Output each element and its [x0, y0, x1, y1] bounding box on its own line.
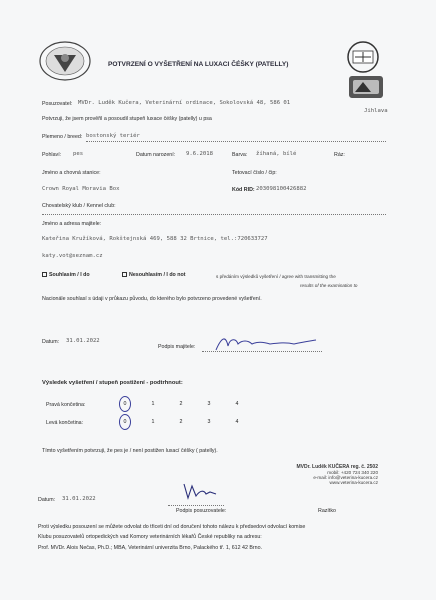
majitel-value: Kateřina Kružíková, Rokštejnská 469, 588 32 Brtnice, tel.:720633727: [42, 236, 268, 242]
agree-box[interactable]: [42, 272, 47, 277]
vet-stamp: [248, 464, 378, 500]
left-grade-2[interactable]: 2: [179, 419, 183, 425]
barva-label: Barva:: [232, 152, 248, 158]
kod-label: Kód RID:: [232, 187, 255, 193]
left-grade-3[interactable]: 3: [207, 419, 211, 425]
datum-label-2: Datum:: [38, 497, 56, 503]
pohlavi-value: pes: [73, 151, 84, 157]
fci-logo: [347, 74, 385, 100]
right-leg-label: Pravá končetina:: [46, 402, 86, 408]
left-grade-4[interactable]: 4: [235, 419, 239, 425]
disagree-checkbox[interactable]: [122, 272, 186, 278]
pohlavi-label: Pohlaví:: [42, 152, 62, 158]
jmeno-label: Jméno a chovná stanice:: [42, 170, 101, 176]
right-grade-2[interactable]: 2: [179, 401, 183, 407]
results-heading: Výsledek vyšetření / stupeň postižení - podtrhnout:: [42, 380, 183, 386]
datum-value-2: 31.01.2022: [62, 496, 96, 502]
posuzovatel-city: Jihlava: [364, 108, 388, 114]
email-value: katy.vot@seznam.cz: [42, 253, 103, 259]
plemeno-value: bostonský teriér: [86, 133, 140, 139]
footer-confirm-text: Tímto vyšetřením potvrzuji, že pes je / není postižen luxací čéšky ( patelly).: [42, 448, 218, 454]
stamp-name: MVDr. Luděk KUČERA reg. č. 2502: [296, 464, 378, 470]
stamp-email: e-mail: info@veterina-kucera.cz: [313, 475, 378, 480]
plemeno-label: Plemeno / breed:: [42, 134, 83, 140]
stamp-web: www.veterina-kucera.cz: [329, 480, 378, 485]
agree-label: Souhlasím / I do: [49, 272, 90, 278]
left-leg-label: Levá končetina:: [46, 420, 84, 426]
right-grade-1[interactable]: 1: [151, 401, 155, 407]
page-title: POTVRZENÍ O VYŠETŘENÍ NA LUXACI ČÉŠKY (PATELLY): [108, 61, 289, 68]
nationale-text: Nacionále souhlasí s údaji v průkazu původu, do kterého bylo potvrzeno provedené vyšetření.: [42, 296, 262, 302]
owner-signature: [212, 332, 322, 354]
tetovaci-label: Tetovací číslo / čip:: [232, 170, 277, 176]
posuzovatel-label: Posuzovatel:: [42, 101, 73, 107]
consent-text: s předáním výsledků vyšetření / agree with transmitting the: [216, 274, 336, 279]
disagree-box[interactable]: [122, 272, 127, 277]
right-grades: [120, 398, 250, 412]
left-grade-0[interactable]: 0: [123, 419, 127, 425]
disagree-label: Nesouhlasím / I do not: [129, 272, 186, 278]
consent-text-2: results of the examination to: [300, 283, 358, 288]
datum-label-1: Datum:: [42, 339, 60, 345]
narozeni-value: 9.6.2018: [186, 151, 213, 157]
cmku-logo: [345, 40, 381, 74]
posuzovatel-value: MVDr. Luděk Kučera, Veterinární ordinace, Sokolovská 48, 586 01: [78, 100, 291, 106]
barva-value: žíhaná, bílé: [256, 151, 297, 157]
kod-value: 203098100426882: [256, 186, 307, 192]
appeal-note-3: Prof. MVDr. Alois Nečas, Ph.D.; MBA, Veterinární univerzita Brno, Palackého tř. 1, 612 42 Brno.: [38, 545, 263, 551]
podpis-posuzovatele-label: Podpis posuzovatele:: [176, 508, 227, 514]
right-grade-3[interactable]: 3: [207, 401, 211, 407]
klub-label: Chovatelský klub / Kennel club:: [42, 203, 116, 209]
appeal-note-2: Klubu posuzovatelů ortopedických vad Komory veterinárních lékařů České republiky na adresu:: [38, 534, 262, 540]
left-grade-1[interactable]: 1: [151, 419, 155, 425]
left-grades: [120, 416, 250, 430]
left-selected-circle: [119, 414, 131, 430]
majitel-label: Jméno a adresa majitele:: [42, 221, 102, 227]
appeal-note-1: Proti výsledku posouzení se můžete odvolat do třiceti dní od doručení tohoto nálezu k předsedovi odvolací komise: [38, 524, 306, 530]
right-grade-4[interactable]: 4: [235, 401, 239, 407]
confirm-text: Potvrzuji, že jsem prověřil a posoudil stupeň luxace čéšky (patelly) u psa: [42, 116, 212, 122]
raz-label: Ráz:: [334, 152, 345, 158]
stamp-phone: mobil: +420 724 340 220: [327, 470, 378, 475]
vet-signature: [180, 480, 220, 502]
narozeni-label: Datum narození:: [136, 152, 176, 158]
agree-checkbox[interactable]: [42, 272, 90, 278]
right-selected-circle: [119, 396, 131, 412]
razitko-label: Razítko: [318, 508, 336, 514]
podpis-majitele-label: Podpis majitele:: [158, 344, 196, 350]
right-grade-0[interactable]: 0: [123, 401, 127, 407]
club-logo: [38, 40, 92, 82]
jmeno-value: Crown Royal Moravia Box: [42, 186, 120, 192]
datum-value-1: 31.01.2022: [66, 338, 100, 344]
